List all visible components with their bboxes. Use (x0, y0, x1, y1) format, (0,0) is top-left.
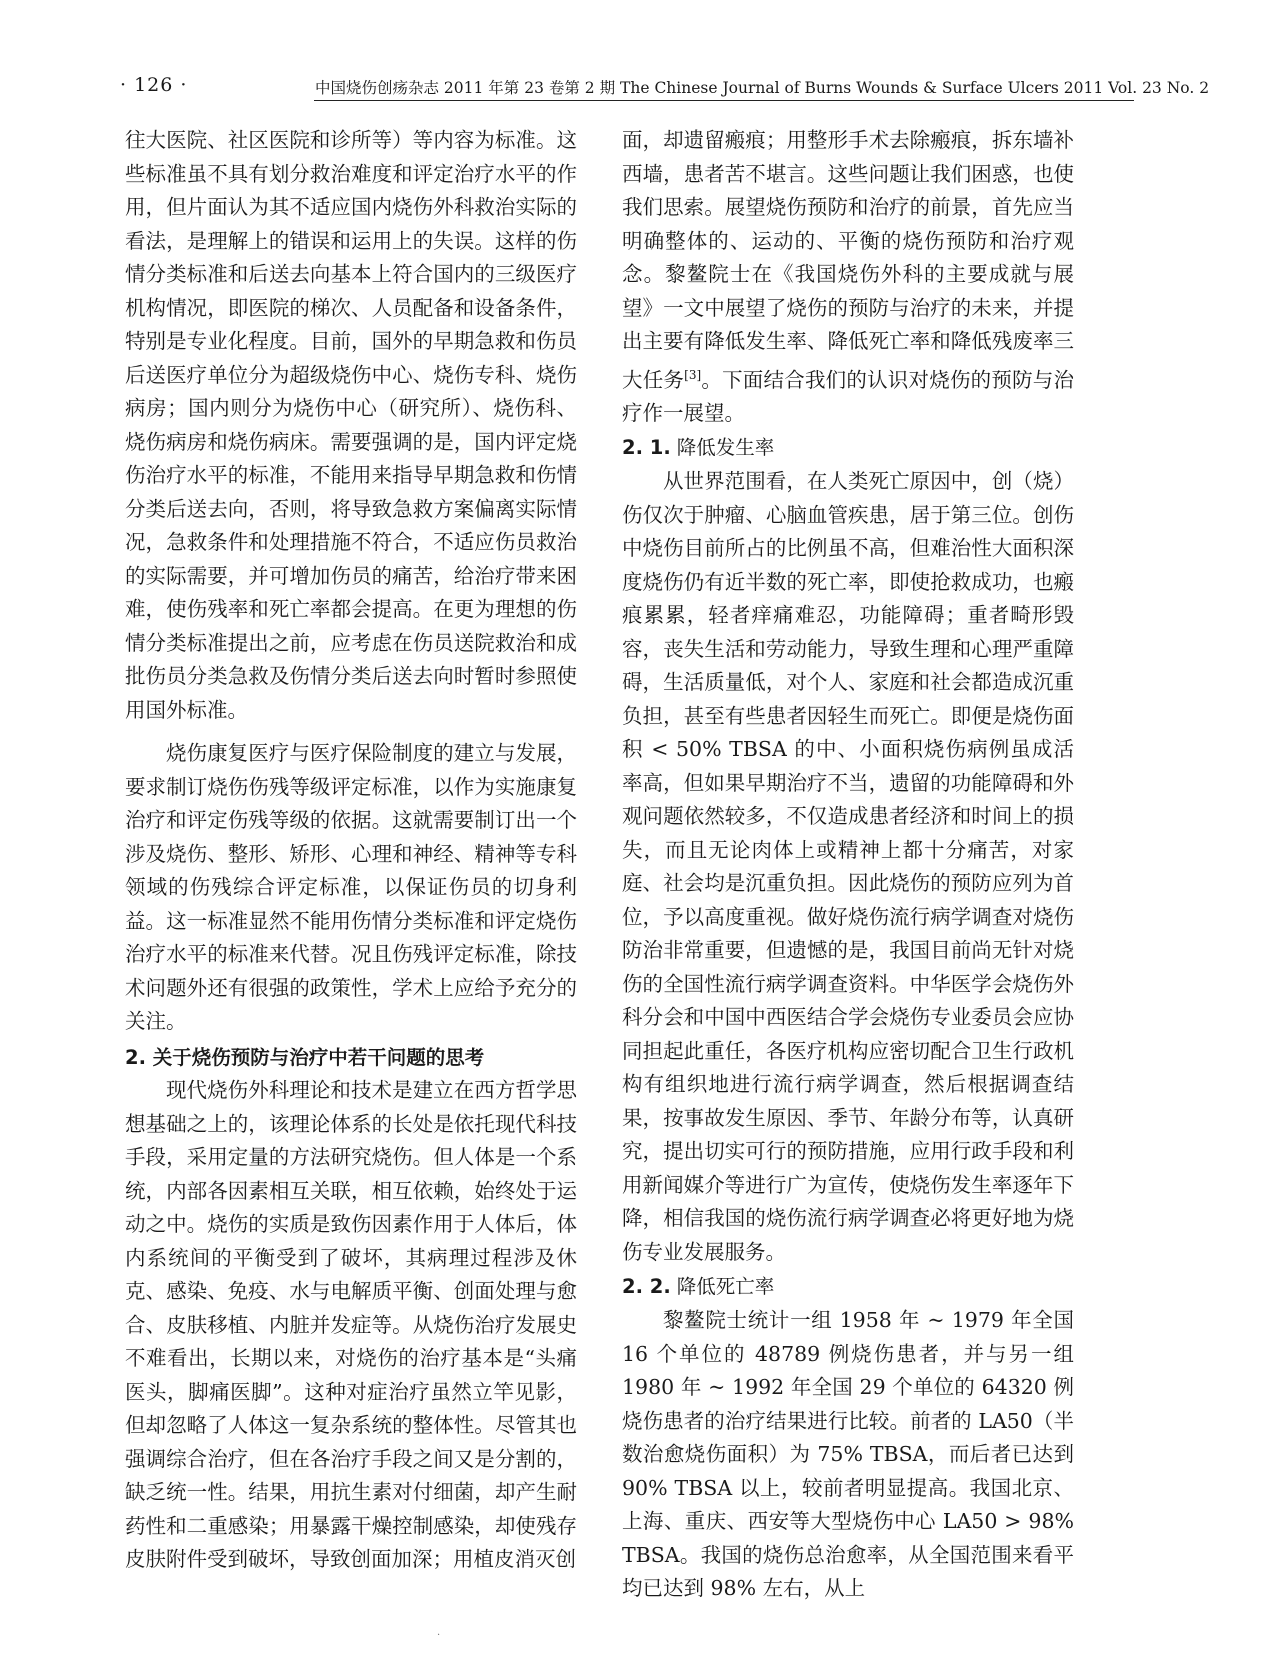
subsection-2-1-heading (622, 430, 1074, 465)
left-paragraph-1: 往大医院、社区医院和诊所等）等内容为标准。这些标准虽不具有划分救治难度和评定治疗水平的作用，但片面认为其不适应国内烧伤外科救治实际的看法，是理解上的错误和运用上的失误。这样的伤情分类标准和后送去向基本上符合国内的三级医疗机构情况，即医院的梯次、人员配备和设备条件，特别是专业化程度。目前，国外的早期急救和伤员后送医疗单位分为超级烧伤中心、烧伤专科、烧伤病房；国内则分为烧伤中心（研究所）、烧伤科、烧伤病房和烧伤病床。需要强调的是，国内评定烧伤治疗水平的标准，不能用来指导早期急救和伤情分类后送去向，否则，将导致急救方案偏离实际情况，急救条件和处理措施不符合，不适应伤员救治的实际需要，并可增加伤员的痛苦，给治疗带来困难，使伤残率和死亡率都会提高。在更为理想的伤情分类标准提出之前，应考虑在伤员送院救治和成批伤员分类急救及伤情分类后送去向时暂时参照使用国外标准。 (125, 128, 577, 722)
subsection-2-2-heading (622, 1269, 1074, 1304)
left-paragraph-3: 现代烧伤外科理论和技术是建立在西方哲学思想基础之上的，该理论体系的长处是依托现代科技手段，采用定量的方法研究烧伤。但人体是一个系统，内部各因素相互关联，相互依赖，始终处于运动之中。烧伤的实质是致伤因素作用于人体后，体内系统间的平衡受到了破坏，其病理过程涉及休克、感染、免疫、水与电解质平衡、创面处理与愈合、皮肤移植、内脏并发症等。从烧伤治疗发展史不难看出，长期以来，对烧伤的治疗基本是“头痛医头，脚痛医脚”。这种对症治疗虽然立竿见影，但却忽略了人体这一复杂系统的整体性。尽管其也强调综合治疗，但在各治疗手段之间又是分割的，缺乏统一性。结果，用抗生素对付细菌，却产生耐药性和二重感染；用暴露干燥控制感染，却使残存皮肤附件受到破坏，导致创面加深；用植皮消灭创 (125, 1078, 577, 1571)
footer-mark: · (437, 1630, 441, 1641)
subsection-2-1-number: 2. 1. (622, 436, 671, 460)
right-paragraph-3: 黎鳌院士统计一组 1958 年 ~ 1979 年全国 16 个单位的 48789 例烧伤患者，并与另一组 1980 年 ~ 1992 年全国 29 个单位的 64320 例烧伤患者的治疗结果进行比较。前者的 LA50（半数治愈烧伤面积）为 75% TBSA，而后者已达到 90% TBSA 以上，较前者明显提高。我国北京、上海、重庆、西安等大型烧伤中心 LA50 > 98% TBSA。我国的烧伤总治愈率，从全国范围来看平均已达到 98% 左右，从上 (622, 1308, 1074, 1601)
subsection-2-2-title: 降低死亡率 (676, 1275, 775, 1299)
subsection-2-1-title: 降低发生率 (676, 436, 775, 460)
right-paragraph-2: 从世界范围看，在人类死亡原因中，创（烧）伤仅次于肿瘤、心脑血管疾患，居于第三位。创伤中烧伤目前所占的比例虽不高，但难治性大面积深度烧伤仍有近半数的死亡率，即使抢救成功，也瘢痕累累，轻者痒痛难忍，功能障碍；重者畸形毁容，丧失生活和劳动能力，导致生理和心理严重障碍，生活质量低，对个人、家庭和社会都造成沉重负担，甚至有些患者因轻生而死亡。即便是烧伤面积 < 50% TBSA 的中、小面积烧伤病例虽成活率高，但如果早期治疗不当，遗留的功能障碍和外观问题依然较多，不仅造成患者经济和时间上的损失，而且无论肉体上或精神上都十分痛苦，对家庭、社会均是沉重负担。因此烧伤的预防应列为首位，予以高度重视。做好烧伤流行病学调查对烧伤防治非常重要，但遗憾的是，我国目前尚无针对烧伤的全国性流行病学调查资料。中华医学会烧伤外科分会和中国中西医结合学会烧伤专业委员会应协同担起此重任，各医疗机构应密切配合卫生行政机构有组织地进行流行病学调查，然后根据调查结果，按事故发生原因、季节、年龄分布等，认真研究，提出切实可行的预防措施，应用行政手段和利用新闻媒介等进行广为宣传，使烧伤发生率逐年下降，相信我国的烧伤流行病学调查必将更好地为烧伤专业发展服务。 (622, 469, 1074, 1264)
right-column (622, 124, 1074, 1606)
section-2-heading: 2. 关于烧伤预防与治疗中若干问题的思考 (125, 1045, 485, 1069)
subsection-2-2-number: 2. 2. (622, 1275, 671, 1299)
page-number: · 126 · (120, 74, 188, 96)
left-paragraph-2: 烧伤康复医疗与医疗保险制度的建立与发展，要求制订烧伤伤残等级评定标准，以作为实施康复治疗和评定伤残等级的依据。这就需要制订出一个涉及烧伤、整形、矫形、心理和神经、精神等专科领域的伤残综合评定标准，以保证伤员的切身利益。这一标准显然不能用伤情分类标准和评定烧伤治疗水平的标准来代替。况且伤残评定标准，除技术问题外还有很强的政策性，学术上应给予充分的关注。 (125, 741, 577, 1033)
citation-ref: [3] (684, 367, 702, 382)
right-paragraph-1-text: 面，却遗留瘢痕；用整形手术去除瘢痕，拆东墙补西墙，患者苦不堪言。这些问题让我们困惑，也使我们思索。展望烧伤预防和治疗的前景，首先应当明确整体的、运动的、平衡的烧伤预防和治疗观念。黎鳌院士在《我国烧伤外科的主要成就与展望》一文中展望了烧伤的预防与治疗的未来，并提出主要有降低发生率、降低死亡率和降低残废率三大任务 (622, 128, 1074, 392)
right-paragraph-1-tail: 。下面结合我们的认识对烧伤的预防与治疗作一展望。 (622, 367, 1075, 425)
journal-citation-line: 中国烧伤创疡杂志 2011 年第 23 卷第 2 期 The Chinese Journal of Burns Wounds & Surface Ulcers 2011 Vol. 23 No. 2 (315, 79, 1210, 97)
left-column (125, 124, 577, 1577)
header-rule (314, 100, 1134, 101)
right-paragraph-1 (622, 124, 1074, 430)
running-header (120, 74, 1210, 100)
